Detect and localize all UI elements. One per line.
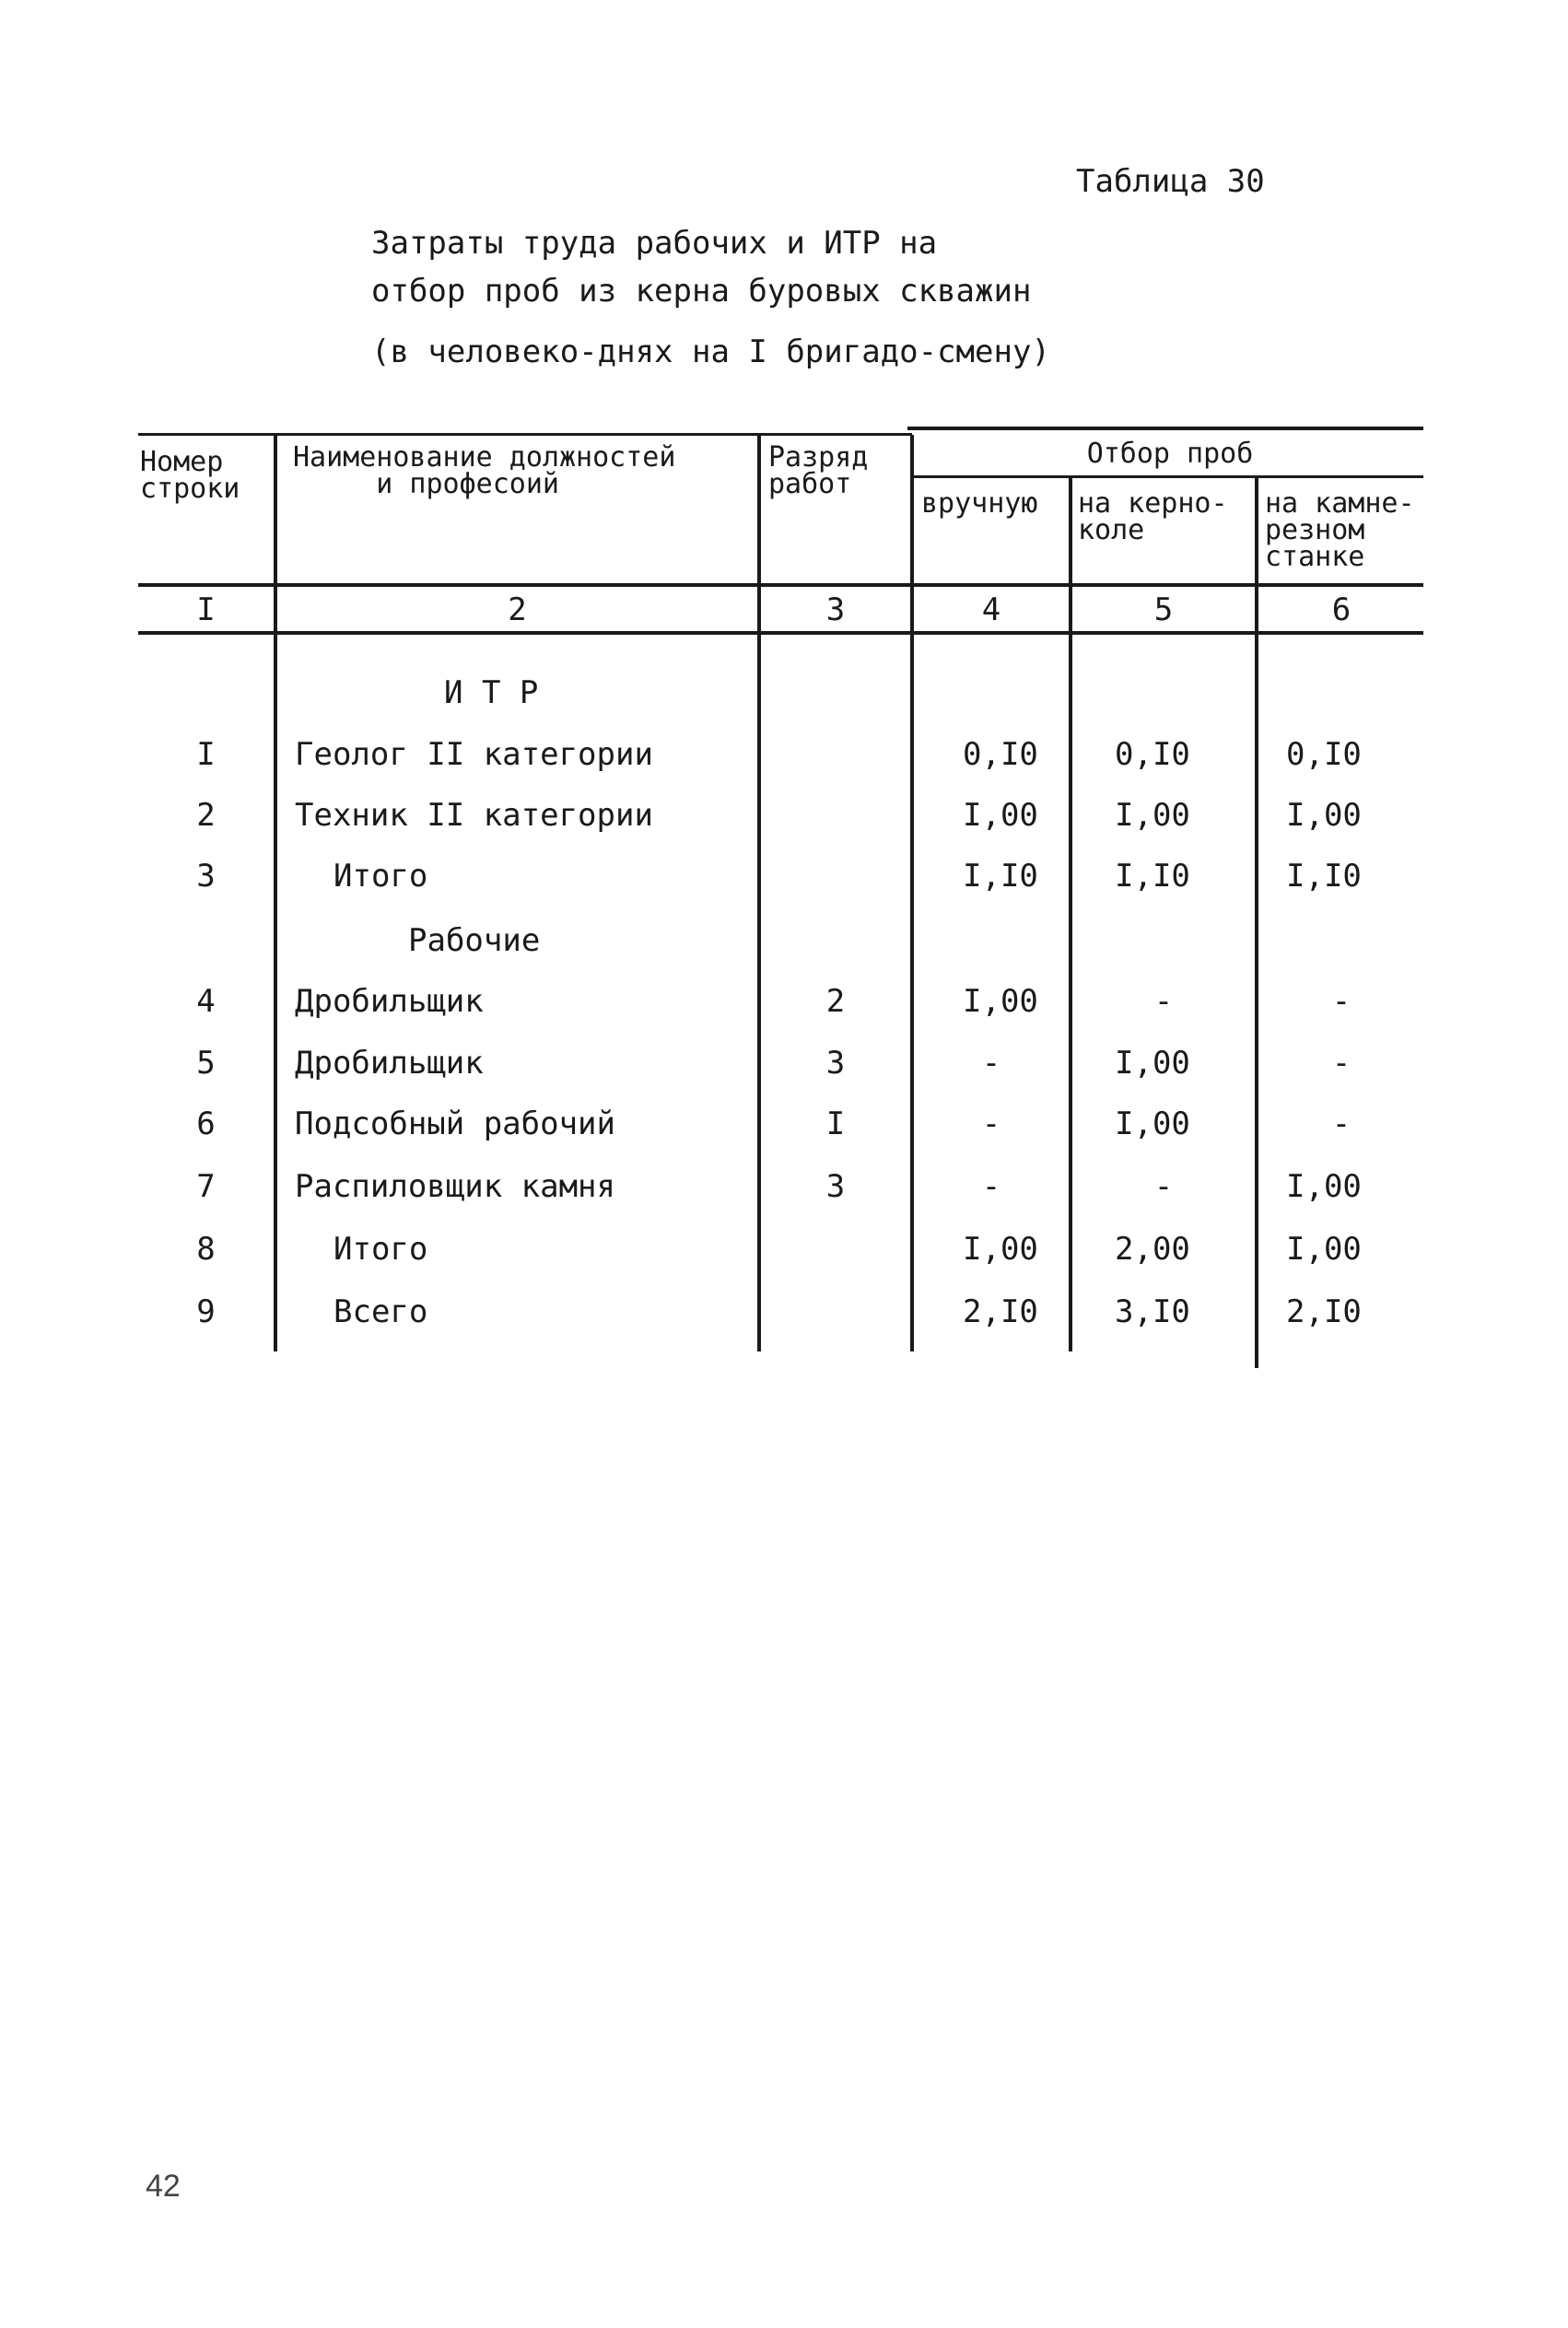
section-workers: Рабочие <box>408 922 541 959</box>
header-manual: вручную <box>921 487 1038 520</box>
rule-top <box>138 433 912 436</box>
vline-3 <box>910 435 914 1351</box>
header-name: Наименование должностей и професоий <box>293 441 676 500</box>
row-8-saw: I,00 <box>1286 1231 1362 1268</box>
row-7-kernokol: - <box>1153 1168 1174 1205</box>
header-saw: на камне- резном станке <box>1265 487 1415 573</box>
row-7-no: 7 <box>196 1168 216 1205</box>
row-6-grade: I <box>825 1106 846 1142</box>
row-3-name: Итого <box>333 858 428 895</box>
vline-1 <box>274 435 277 1351</box>
row-7-name: Распиловщик камня <box>295 1168 615 1205</box>
row-5-grade: 3 <box>825 1045 846 1082</box>
row-4-saw: - <box>1331 983 1352 1020</box>
row-8-name: Итого <box>333 1231 428 1268</box>
row-6-kernokol: I,00 <box>1115 1106 1190 1142</box>
row-4-kernokol: - <box>1153 983 1174 1020</box>
row-5-kernokol: I,00 <box>1115 1045 1190 1082</box>
row-8-no: 8 <box>196 1231 216 1268</box>
table-units: (в человеко-днях на I бригадо-смену) <box>371 333 1050 370</box>
row-1-no: I <box>196 736 216 773</box>
row-6-no: 6 <box>196 1106 216 1142</box>
row-2-no: 2 <box>196 797 216 834</box>
header-row-no: Номер строки <box>140 446 240 505</box>
section-itr: И Т Р <box>444 674 539 711</box>
row-3-manual: I,I0 <box>963 858 1038 895</box>
rule-top-sampling <box>907 427 1423 430</box>
row-7-manual: - <box>981 1168 1001 1205</box>
row-4-name: Дробильщик <box>295 983 484 1020</box>
row-3-no: 3 <box>196 858 216 895</box>
row-1-saw: 0,I0 <box>1286 736 1362 773</box>
row-2-kernokol: I,00 <box>1115 797 1190 834</box>
row-7-grade: 3 <box>825 1168 846 1205</box>
row-5-manual: - <box>981 1045 1001 1082</box>
row-6-saw: - <box>1331 1106 1352 1142</box>
row-4-no: 4 <box>196 983 216 1020</box>
row-3-kernokol: I,I0 <box>1115 858 1190 895</box>
row-2-manual: I,00 <box>963 797 1038 834</box>
row-9-no: 9 <box>196 1293 216 1330</box>
row-3-saw: I,I0 <box>1286 858 1362 895</box>
rule-sampling-split <box>912 475 1423 478</box>
col-number-3: 3 <box>825 591 846 628</box>
rule-colnum-bottom <box>138 631 1423 635</box>
col-number-2: 2 <box>508 591 527 628</box>
row-5-no: 5 <box>196 1045 216 1082</box>
page-number: 42 <box>146 2169 181 2204</box>
row-2-saw: I,00 <box>1286 797 1362 834</box>
col-number-6: 6 <box>1331 591 1352 628</box>
row-6-manual: - <box>981 1106 1001 1142</box>
row-2-name: Техник II категории <box>295 797 653 834</box>
table-title-line-2: отбор проб из керна буровых скважин <box>371 273 1032 310</box>
row-8-manual: I,00 <box>963 1231 1038 1268</box>
row-9-kernokol: 3,I0 <box>1115 1293 1190 1330</box>
table-label: Таблица 30 <box>1076 163 1265 200</box>
header-sampling: Отбор проб <box>1086 438 1254 470</box>
vline-2 <box>757 435 761 1351</box>
row-8-kernokol: 2,00 <box>1115 1231 1190 1268</box>
rule-header-bottom <box>138 583 1423 587</box>
col-number-4: 4 <box>981 591 1001 628</box>
col-number-1: I <box>196 591 216 628</box>
row-7-saw: I,00 <box>1286 1168 1362 1205</box>
row-5-name: Дробильщик <box>295 1045 484 1082</box>
row-4-manual: I,00 <box>963 983 1038 1020</box>
row-4-grade: 2 <box>825 983 846 1020</box>
header-grade: Разряд работ <box>768 441 869 500</box>
header-kernokol: на керно- коле <box>1078 487 1228 546</box>
row-9-name: Всего <box>333 1293 428 1330</box>
row-9-manual: 2,I0 <box>963 1293 1038 1330</box>
row-1-kernokol: 0,I0 <box>1115 736 1190 773</box>
row-1-manual: 0,I0 <box>963 736 1038 773</box>
row-6-name: Подсобный рабочий <box>295 1106 615 1142</box>
row-9-saw: 2,I0 <box>1286 1293 1362 1330</box>
row-1-name: Геолог II категории <box>295 736 653 773</box>
table-title-line-1: Затраты труда рабочих и ИТР на <box>371 225 938 262</box>
row-5-saw: - <box>1331 1045 1352 1082</box>
col-number-5: 5 <box>1153 591 1174 628</box>
